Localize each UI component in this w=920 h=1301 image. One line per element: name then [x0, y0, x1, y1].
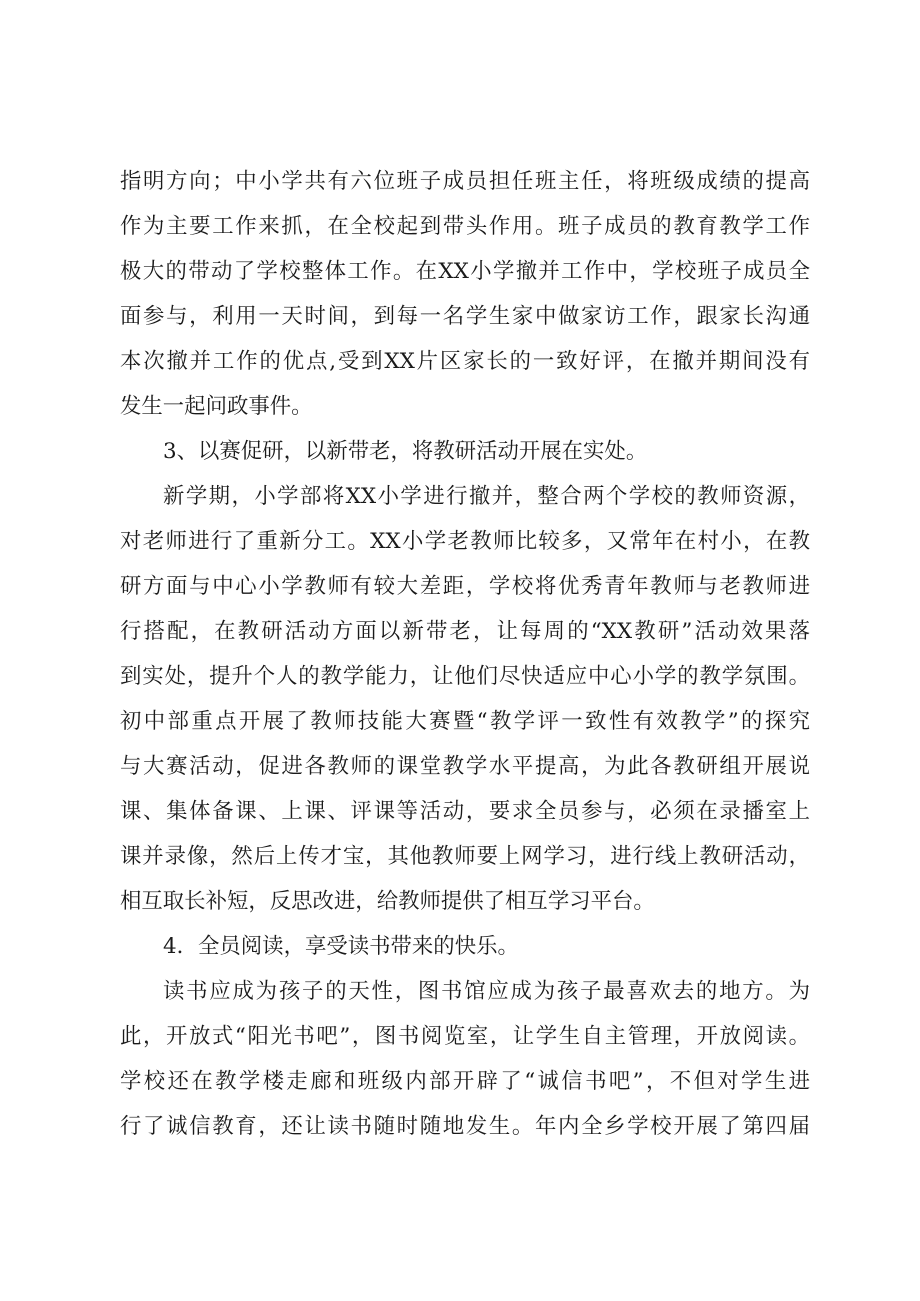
text-line: 研方面与中心小学教师有较大差距，学校将优秀青年教师与老教师进 — [120, 574, 810, 599]
text-line: 相互取长补短，反思改进，给教师提供了相互学习平台。 — [120, 889, 655, 914]
text-line: 此，开放式“阳光书吧”，图书阅览室，让学生自主管理，开放阅读。 — [120, 1024, 810, 1049]
text-line: 新学期，小学部将XX小学进行撤并，整合两个学校的教师资源， — [163, 484, 810, 509]
text-line: 指明方向；中小学共有六位班子成员担任班主任，将班级成绩的提高 — [120, 169, 810, 194]
text-line: 学校还在教学楼走廊和班级内部开辟了“诚信书吧”，不但对学生进 — [120, 1069, 810, 1094]
text-line: 课并录像，然后上传才宝，其他教师要上网学习，进行线上教研活动， — [120, 844, 810, 869]
text-line: 发生一起问政事件。 — [120, 394, 313, 419]
section-heading: 4．全员阅读，享受读书带来的快乐。 — [163, 934, 519, 959]
text-line: 面参与，利用一天时间，到每一名学生家中做家访工作，跟家长沟通 — [120, 304, 810, 329]
section-heading: 3、以赛促研，以新带老，将教研活动开展在实处。 — [163, 439, 648, 464]
text-line: 到实处，提升个人的教学能力，让他们尽快适应中心小学的教学氛围。 — [120, 664, 810, 689]
text-line: 对老师进行了重新分工。XX小学老教师比较多，又常年在村小，在教 — [120, 529, 810, 554]
text-line: 初中部重点开展了教师技能大赛暨“教学评一致性有效教学”的探究 — [120, 709, 810, 734]
text-line: 读书应成为孩子的天性，图书馆应成为孩子最喜欢去的地方。为 — [163, 979, 810, 1004]
text-line: 课、集体备课、上课、评课等活动，要求全员参与，必须在录播室上 — [120, 799, 810, 824]
text-line: 作为主要工作来抓，在全校起到带头作用。班子成员的教育教学工作 — [120, 214, 810, 239]
text-line: 与大赛活动，促进各教师的课堂教学水平提高，为此各教研组开展说 — [120, 754, 810, 779]
text-line: 极大的带动了学校整体工作。在XX小学撤并工作中，学校班子成员全 — [120, 259, 810, 284]
text-line: 行了诚信教育，还让读书随时随地发生。年内全乡学校开展了第四届 — [120, 1114, 810, 1139]
text-line: 行搭配，在教研活动方面以新带老，让每周的“XX教研”活动效果落 — [120, 619, 810, 644]
text-line: 本次撤并工作的优点,受到XX片区家长的一致好评，在撤并期间没有 — [120, 349, 810, 374]
